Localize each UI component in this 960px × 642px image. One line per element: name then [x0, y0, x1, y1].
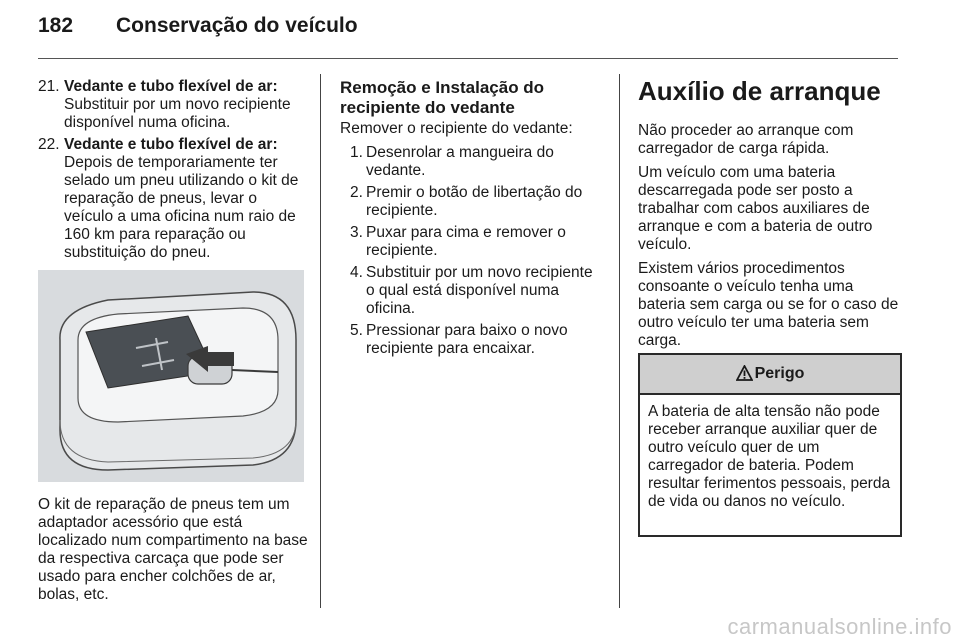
item-text: Substituir por um novo recipiente disponível numa oficina.: [64, 96, 291, 131]
page-title: Conservação do veículo: [116, 14, 358, 37]
step-number: 5.: [350, 322, 363, 339]
warning-title: Perigo: [754, 365, 805, 382]
column-divider-1: [320, 74, 321, 608]
warning-text: A bateria de alta tensão não pode receber arranque auxiliar quer de outro veículo quer de um carregador de bateria. Podem resultar ferimentos pessoais, perda de vida ou danos no veículo.: [648, 403, 891, 510]
tyre-repair-kit-drawing: [38, 270, 304, 482]
item-number: 22.: [38, 136, 60, 153]
step-item: [340, 144, 604, 180]
watermark: carmanualsonline.info: [727, 614, 952, 639]
paragraph: Um veículo com uma bateria descarregada pode ser posto a trabalhar com cabos auxiliares de arranque e com a bateria de outro veículo.: [638, 164, 873, 253]
item-number: 21.: [38, 78, 60, 95]
item-title: Vedante e tubo flexível de ar:: [64, 78, 278, 95]
step-item: [340, 322, 604, 358]
step-text: Desenrolar a mangueira do vedante.: [366, 144, 554, 179]
step-number: 2.: [350, 184, 363, 201]
list-item: [38, 136, 306, 262]
column-3: [638, 76, 902, 356]
item-text: Depois de temporariamente ter selado um pneu utilizando o kit de reparação de pneus, levar o veículo a uma oficina num raio de 160 km para reparação ou substituição do pneu.: [64, 154, 299, 261]
step-number: 4.: [350, 264, 363, 281]
step-item: [340, 224, 604, 260]
step-number: 3.: [350, 224, 363, 241]
step-text: Premir o botão de libertação do recipiente.: [366, 184, 583, 219]
column-1: [38, 78, 306, 266]
danger-warning-box: [638, 353, 902, 537]
step-text: Substituir por um novo recipiente o qual está disponível numa oficina.: [366, 264, 593, 317]
step-text: Puxar para cima e remover o recipiente.: [366, 224, 566, 259]
step-item: [340, 264, 604, 318]
illustration-caption: O kit de reparação de pneus tem um adaptador acessório que está localizado num compartimento na base da respectiva carcaça que pode ser usado para encher colchões de ar, bolas, etc.: [38, 496, 308, 603]
section-heading: Remoção e Instalação do recipiente do vedante: [340, 78, 545, 117]
step-text: Pressionar para baixo o novo recipiente para encaixar.: [366, 322, 568, 357]
column-2: [340, 78, 604, 362]
item-title: Vedante e tubo flexível de ar:: [64, 136, 278, 153]
tyre-repair-kit-illustration: [38, 270, 304, 482]
page-header: [38, 14, 358, 38]
paragraph: Existem vários procedimentos consoante o veículo tenha uma bateria sem carga ou se for o caso de outro veículo ter uma bateria sem carga.: [638, 260, 899, 349]
warning-triangle-icon: [736, 358, 753, 396]
section-title: Auxílio de arranque: [638, 76, 881, 106]
paragraph: Não proceder ao arranque com carregador de carga rápida.: [638, 122, 854, 157]
warning-header: [640, 355, 900, 395]
step-number: 1.: [350, 144, 363, 161]
page-number: 182: [38, 14, 74, 37]
header-rule: [38, 58, 898, 59]
step-item: [340, 184, 604, 220]
intro-text: Remover o recipiente do vedante:: [340, 120, 573, 137]
column-divider-2: [619, 74, 620, 608]
list-item: [38, 78, 306, 132]
